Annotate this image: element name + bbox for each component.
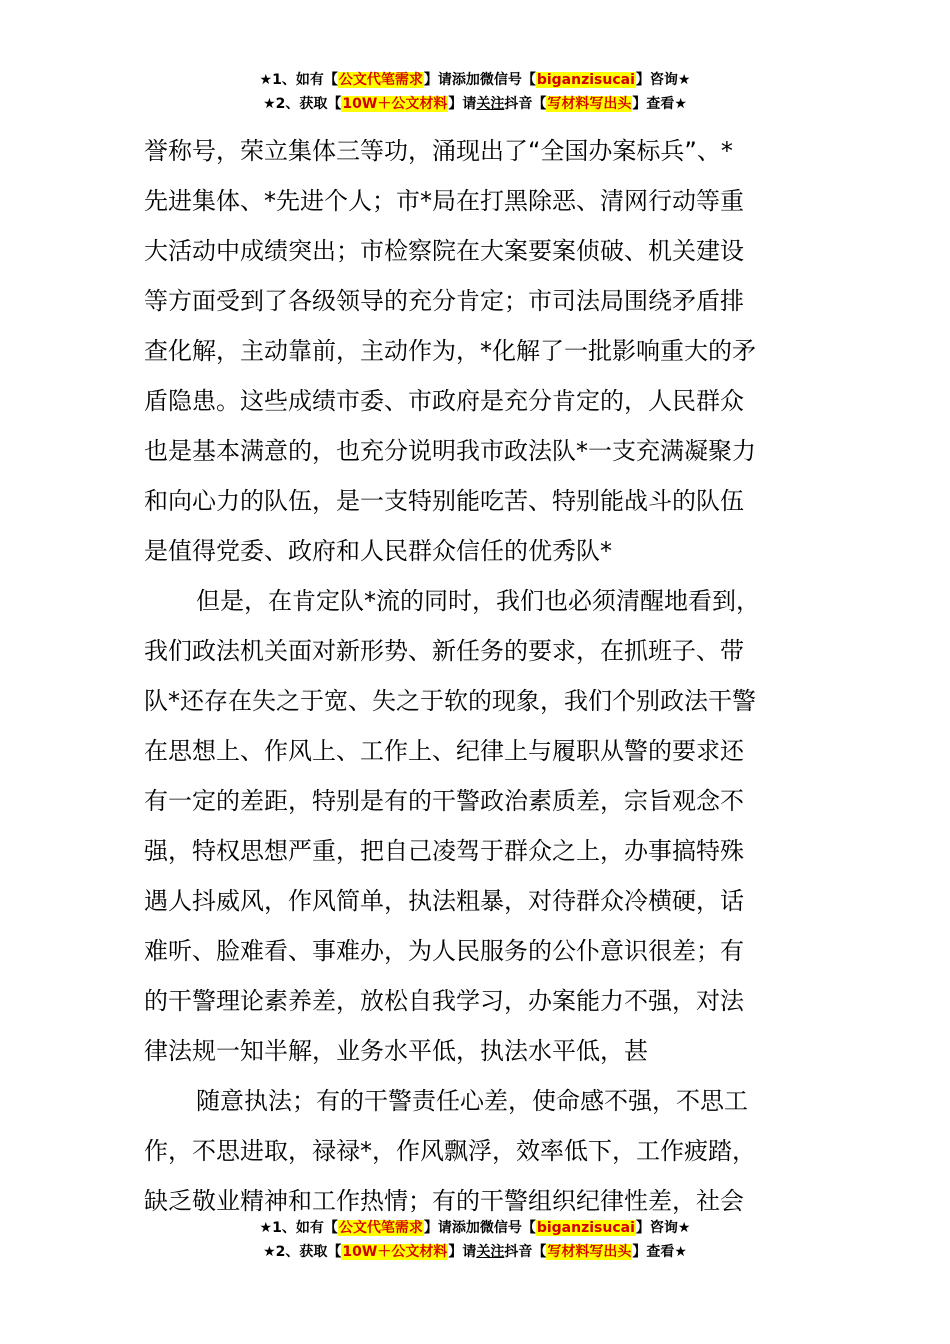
banner-text: 微信号【: [479, 72, 536, 88]
body-line: 遇人抖威风，作风简单，执法粗暴，对待群众冷横硬，话: [144, 887, 744, 915]
banner-text: ★2、获取【: [263, 1244, 342, 1260]
body-line: 也是基本满意的，也充分说明我市政法队*一支充满凝聚力: [144, 437, 756, 465]
body-line: 等方面受到了各级领导的充分肯定；市司法局围绕矛盾排: [144, 287, 744, 315]
body-line: 有一定的差距，特别是有的干警政治素质差，宗旨观念不: [144, 787, 744, 815]
body-line: 的干警理论素养差，放松自我学习，办案能力不强，对法: [144, 987, 744, 1015]
banner-emphasis: 加: [465, 72, 480, 88]
body-line: 队*还存在失之于宽、失之于软的现象，我们个别政法干警: [144, 687, 756, 715]
banner-text: 抖音【: [504, 96, 547, 112]
body-line: 和向心力的队伍，是一支特别能吃苦、特别能战斗的队伍: [144, 487, 744, 515]
banner-emphasis: 加: [465, 1220, 480, 1236]
banner-highlight: 公文代笔需求: [338, 72, 423, 88]
banner-text: 】查看★: [632, 1244, 687, 1260]
banner-highlight: 写材料写出头: [547, 1244, 632, 1260]
paragraph-start-line: 随意执法；有的干警责任心差，使命感不强，不思工: [196, 1087, 748, 1115]
banner-text: ★2、获取【: [263, 96, 342, 112]
banner-highlight: 写材料写出头: [547, 96, 632, 112]
banner-emphasis: 关注: [476, 96, 505, 112]
banner-line-1: [0, 68, 950, 92]
body-line: 作，不思进取，禄禄*，作风飘浮，效率低下，工作疲踏，: [144, 1137, 756, 1165]
banner-text: 抖音【: [504, 1244, 547, 1260]
banner-text: 】咨询★: [635, 1220, 691, 1236]
banner-text: ★1、如有【: [259, 72, 338, 88]
document-body: [144, 126, 810, 1226]
body-line: 誉称号，荣立集体三等功，涌现出了“全国办案标兵”、*: [144, 137, 733, 165]
body-line: 是值得党委、政府和人民群众信任的优秀队*: [144, 537, 612, 565]
banner-text: 】查看★: [632, 96, 687, 112]
banner-emphasis: 关注: [476, 1244, 505, 1260]
banner-text: 微信号【: [479, 1220, 536, 1236]
body-line: 强，特权思想严重，把自己凌驾于群众之上，办事搞特殊: [144, 837, 744, 865]
banner-text: 】咨询★: [635, 72, 691, 88]
body-line: 我们政法机关面对新形势、新任务的要求，在抓班子、带: [144, 637, 744, 665]
paragraph-start-line: 但是，在肯定队*流的同时，我们也必须清醒地看到，: [196, 587, 760, 615]
body-line: 缺乏敬业精神和工作热情；有的干警组织纪律性差，社会: [144, 1187, 744, 1215]
banner-highlight: 10W＋公文材料: [342, 96, 448, 112]
banner-text: 】请: [448, 96, 477, 112]
body-line: 律法规一知半解，业务水平低，执法水平低，甚: [144, 1037, 648, 1065]
header-banner: [0, 68, 950, 116]
body-line: 在思想上、作风上、工作上、纪律上与履职从警的要求还: [144, 737, 744, 765]
banner-highlight: biganzisucai: [536, 72, 635, 88]
banner-text: 】请添: [423, 1220, 466, 1236]
body-line: 大活动中成绩突出；市检察院在大案要案侦破、机关建设: [144, 237, 744, 265]
banner-highlight: 公文代笔需求: [338, 1220, 423, 1236]
footer-banner: [0, 1216, 950, 1264]
banner-line-2: [0, 1240, 950, 1264]
banner-highlight: biganzisucai: [536, 1220, 635, 1236]
banner-line-1: [0, 1216, 950, 1240]
banner-text: 】请添: [423, 72, 466, 88]
banner-highlight: 10W＋公文材料: [342, 1244, 448, 1260]
body-line: 盾隐患。这些成绩市委、市政府是充分肯定的，人民群众: [144, 387, 744, 415]
body-line: 先进集体、*先进个人；市*局在打黑除恶、清网行动等重: [144, 187, 744, 215]
body-line: 查化解，主动靠前，主动作为，*化解了一批影响重大的矛: [144, 337, 756, 365]
body-line: 难听、脸难看、事难办，为人民服务的公仆意识很差；有: [144, 937, 744, 965]
banner-text: ★1、如有【: [259, 1220, 338, 1236]
banner-line-2: [0, 92, 950, 116]
banner-text: 】请: [448, 1244, 477, 1260]
